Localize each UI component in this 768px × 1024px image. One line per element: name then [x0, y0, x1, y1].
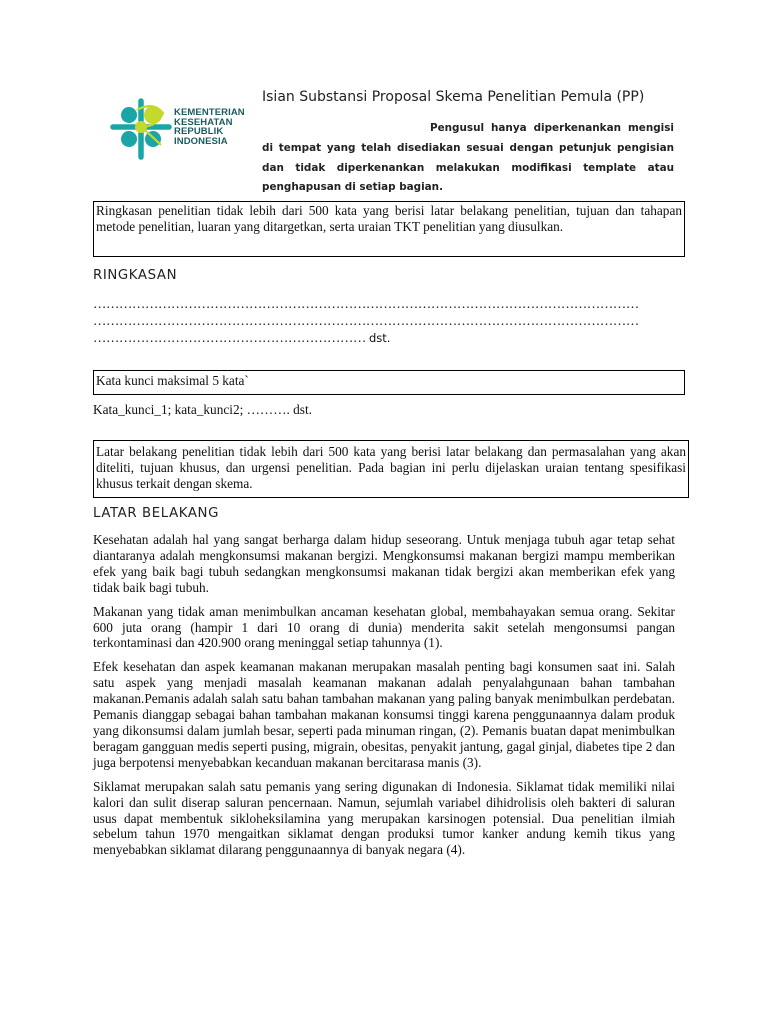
placeholder-line: ………………………………………………………………………………………………………………	[93, 296, 639, 311]
document-title: Isian Substansi Proposal Skema Penelitian Pemula (PP)	[262, 89, 645, 105]
background-body	[93, 532, 675, 866]
logo-line: KEMENTERIAN	[174, 107, 245, 118]
logo-line: REPUBLIK	[174, 126, 224, 137]
background-guidance-box: Latar belakang penelitian tidak lebih dari 500 kata yang berisi latar belakang dan permasalahan yang akan diteliti, tujuan khusus, dan urgensi penelitian. Pada bagian ini perlu dijelaskan uraian tentang spesifikasi khusus terkait dengan skema.	[93, 440, 689, 498]
placeholder-line: ………………………………………………………………………………………………………………	[93, 313, 639, 328]
logo-line: INDONESIA	[174, 135, 228, 147]
body-paragraph: Makanan yang tidak aman menimbulkan ancaman kesehatan global, membahayakan semua orang. Sekitar 600 juta orang (hampir 1 dari 10 orang di dunia) menderita sakit setelah mengonsumsi pangan terkontaminasi dan 420.900 orang meninggal setiap tahunnya (1).	[93, 603, 675, 651]
body-paragraph: Efek kesehatan dan aspek keamanan makanan merupakan masalah penting bagi konsumen saat ini. Salah satu aspek yang menjadi masalah keamanan makanan adalah penyalahgunaan bahan tambahan makanan.Pemanis adalah salah satu bahan tambahan makanan yang paling banyak menimbulkan perdebatan. Pemanis dianggap sebagai bahan tambahan makanan konsumsi tinggi karena penggunaannya dalam produk yang dikonsumsi dalam jumlah besar, seperti pada minuman ringan, (2). Pemanis buatan dapat menimbulkan beragam gangguan medis seperti pusing, migrain, obesitas, penyakit jantung, gagal ginjal, diabetes tipe 2 dan juga berpotensi menyebabkan kecanduan makanan bercitarasa manis (3).	[93, 659, 675, 770]
placeholder-suffix: dst.	[368, 331, 391, 345]
background-heading: LATAR BELAKANG	[93, 506, 219, 521]
summary-placeholder[interactable]	[93, 295, 639, 347]
placeholder-line-last: ……………………………………………………… dst.	[93, 330, 391, 345]
instruction-text: Pengusul hanya diperkenankan mengisi di tempat yang telah disediakan sesuai dengan petunjuk pengisian dan tidak diperkenankan melakukan modifikasi template atau penghapusan di setiap bagian.	[262, 122, 674, 194]
logo-wordmark	[174, 108, 245, 146]
keyword-guidance-box: Kata kunci maksimal 5 kata`	[93, 370, 685, 395]
body-paragraph: Kesehatan adalah hal yang sangat berharga dalam hidup seseorang. Untuk menjaga tubuh agar tetap sehat diantaranya adalah mengkonsumsi makanan bergizi. Mengkonsumsi makanan bergizi mampu memberikan efek yang baik bagi tubuh sedangkan mengkonsumsi makanan tidak bergizi akan memberikan efek yang tidak baik bagi tubuh.	[93, 532, 675, 595]
body-paragraph: Siklamat merupakan salah satu pemanis yang sering digunakan di Indonesia. Siklamat tidak memiliki nilai kalori dan sulit diserap saluran pencernaan. Namun, sejumlah variabel dihidrolisis oleh bakteri di saluran usus dapat membentuk sikloheksilamina yang merupakan karsinogen potensial. Dua penelitian ilmiah sebelum tahun 1970 mengaitkan siklamat dengan produksi tumor kanker andung kemih tikus yang menyebabkan siklamat dilarang penggunaannya di banyak negara (4).	[93, 778, 675, 858]
keywords-line[interactable]: Kata_kunci_1; kata_kunci2; ………. dst.	[93, 402, 312, 417]
summary-guidance-box: Ringkasan penelitian tidak lebih dari 500 kata yang berisi latar belakang penelitian, tujuan dan tahapan metode penelitian, luaran yang ditargetkan, serta uraian TKT penelitian yang diusulkan.	[93, 201, 685, 257]
summary-heading: RINGKASAN	[93, 268, 178, 283]
logo-line: KESEHATAN	[174, 116, 233, 128]
